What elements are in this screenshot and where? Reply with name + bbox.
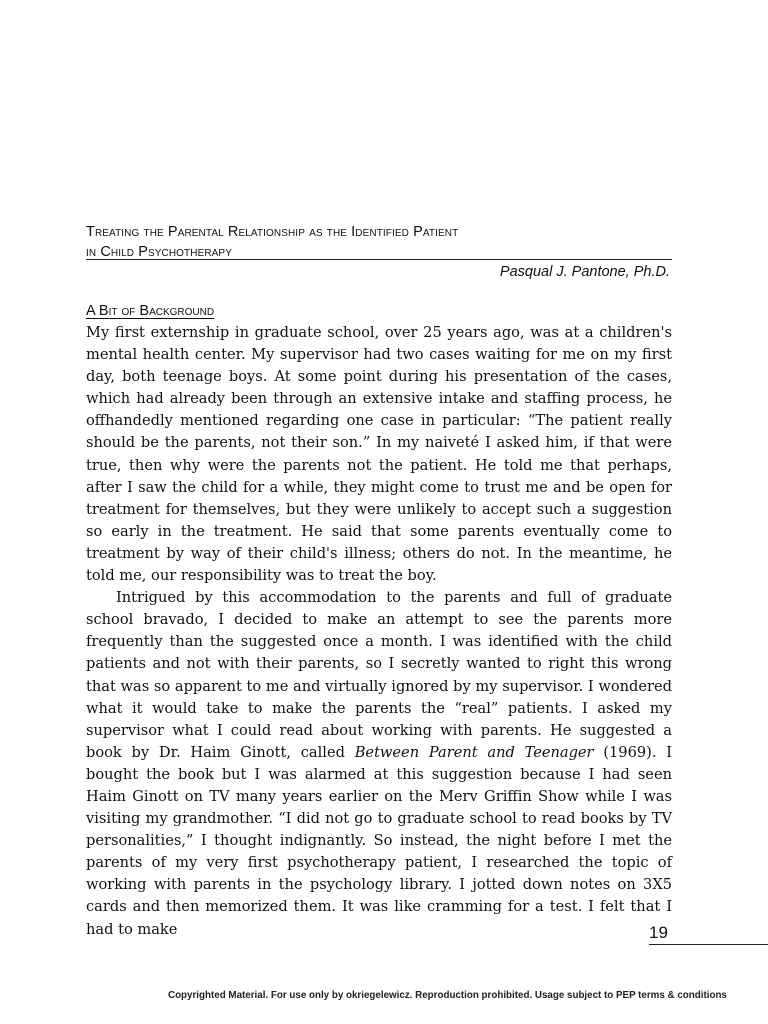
book-title-italic: Between Parent and Teenager	[354, 743, 594, 761]
paragraph-2-text-b: (1969). I bought the book but I was alarmed at this suggestion because I had seen Haim Ginott on TV many years earlier on the Merv Griffin Show while I was visiting my grandmother. “I did not go to graduate school to read books by TV personalities,” I thought indignantly. So instead, the night before I met the parents of my very first psychotherapy patient, I researched the topic of working with parents in the psychology library. I jotted down notes on 3X5 cards and then memorized them. It was like cramming for a test. I felt that I had to make	[86, 743, 673, 938]
page-number-rule	[649, 944, 768, 945]
chapter-title-line-1: Treating the Parental Relationship as the Identified Patient	[86, 224, 459, 240]
title-rule	[86, 259, 672, 260]
paragraph-2	[86, 587, 672, 941]
paragraph-2-text-a: Intrigued by this accommodation to the parents and full of graduate school bravado, I decided to make an attempt to see the parents more frequently than the suggested once a month. I was identified with the child patients and not with their parents, so I secretly wanted to right this wrong that was so apparent to me and virtually ignored by my supervisor. I wondered what it would take to make the parents the “real” patients. I asked my supervisor what I could read about working with parents. He suggested a book by Dr. Haim Ginott, called	[86, 589, 672, 761]
body-text	[86, 322, 672, 941]
author-byline: Pasqual J. Pantone, Ph.D.	[499, 264, 670, 280]
chapter-title-line-2: in Child Psychotherapy	[86, 244, 232, 260]
section-heading: A Bit of Background	[86, 303, 215, 319]
paragraph-1: My first externship in graduate school, over 25 years ago, was at a children's mental health center. My supervisor had two cases waiting for me on my first day, both teenage boys. At some point during his presentation of the cases, which had already been through an extensive intake and staffing process, he offhandedly mentioned regarding one case in particular: “The patient really should be the parents, not their son.” In my naiveté I asked him, if that were true, then why were the parents not the patient. He told me that perhaps, after I saw the child for a while, they might come to trust me and be open for treatment for themselves, but they were unlikely to accept such a suggestion so early in the treatment. He said that some parents eventually come to treatment by way of their child's illness; others do not. In the meantime, he told me, our responsibility was to treat the boy.	[86, 324, 672, 585]
copyright-notice: Copyrighted Material. For use only by okriegelewicz. Reproduction prohibited. Usage subject to PEP terms & conditions	[168, 990, 727, 1001]
page-number: 19	[649, 923, 668, 942]
chapter-title	[86, 222, 676, 262]
